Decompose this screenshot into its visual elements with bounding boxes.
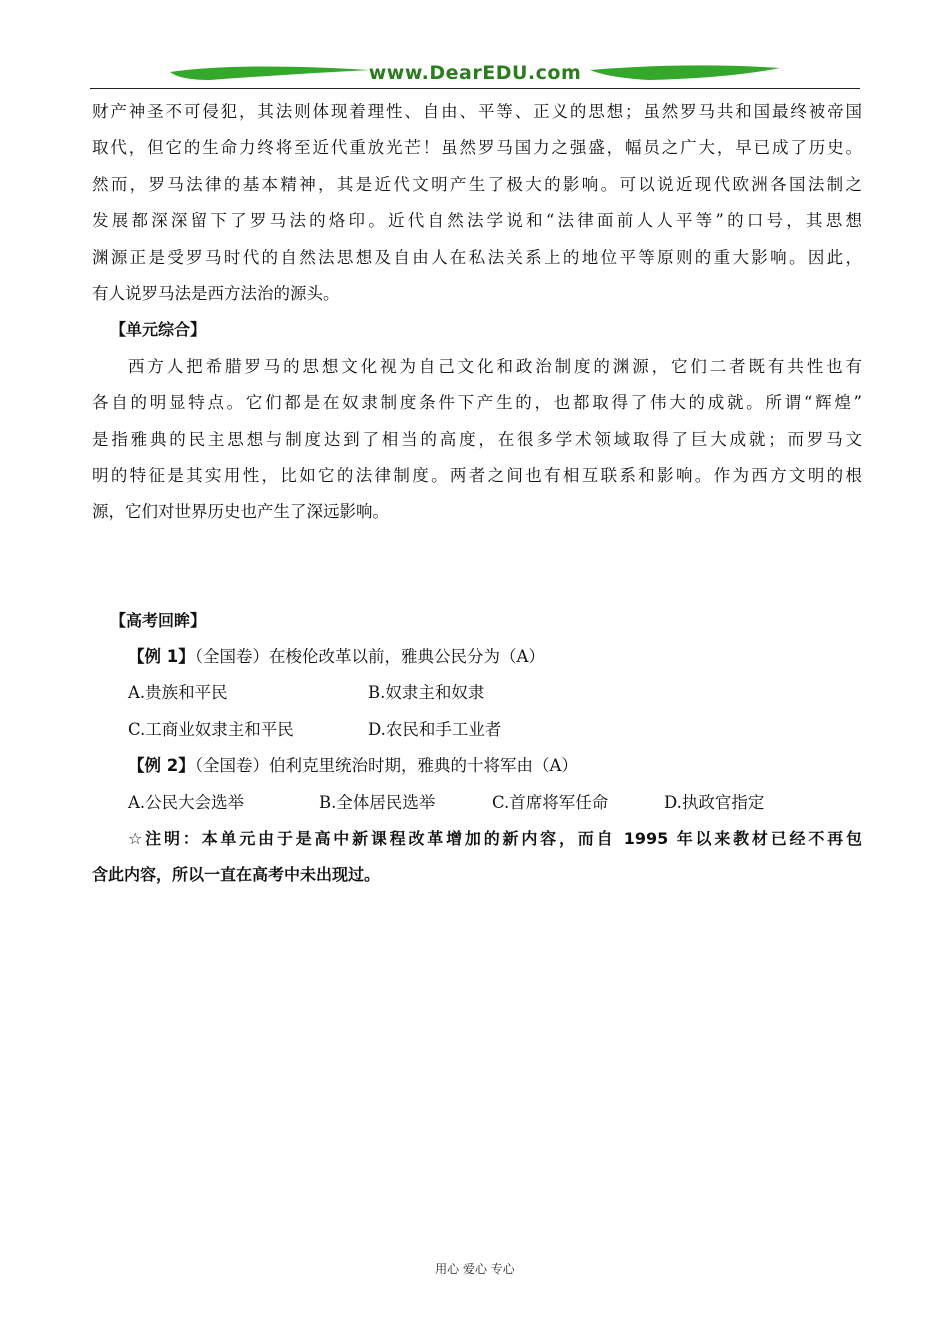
note-line: 含此内容，所以一直在高考中未出现过。 [92,865,381,885]
text-line: 是指雅典的民主思想与制度达到了相当的高度，在很多学术领域取得了巨大成就；而罗马文 [92,429,862,449]
example-1-tag: 【例 1】 [128,647,195,667]
unit-summary-paragraph [92,349,862,531]
blank-space [92,531,862,603]
option-a: A.贵族和平民 [128,683,228,703]
option-c: C.工商业奴隶主和平民 [128,719,294,739]
text-line: 各自的明显特点。它们都是在奴隶制度条件下产生的，也都取得了伟大的成就。所谓“辉煌” [92,393,862,413]
example-2-text: （全国卷）伯利克里统治时期，雅典的十将军由（A） [194,756,578,776]
site-header [90,58,860,92]
text-line: 发展都深深留下了罗马法的烙印。近代自然法学说和“法律面前人人平等”的口号，其思想 [92,211,862,231]
text-line: 源，它们对世界历史也产生了深远影响。 [92,502,389,522]
header-divider [90,88,860,89]
option-b: B.全体居民选举 [319,792,436,812]
document-body [92,94,862,894]
example-2-options-row [92,785,862,821]
option-b: B.奴隶主和奴隶 [368,683,485,703]
text-line: 有人说罗马法是西方法治的源头。 [92,283,340,303]
text-line: 明的特征是其实用性，比如它的法律制度。两者之间也有相互联系和影响。作为西方文明的根 [92,465,862,485]
exam-note [92,821,862,894]
unit-summary-heading: 【单元综合】 [110,320,207,340]
exam-review-heading: 【高考回眸】 [110,610,207,630]
site-logo-text[interactable]: www.DearEDU.com [368,62,582,84]
text-line: 财产神圣不可侵犯，其法则体现着理性、自由、平等、正义的思想；虽然罗马共和国最终被帝国 [92,102,862,121]
text-line: 然而，罗马法律的基本精神，其是近代文明产生了极大的影响。可以说近现代欧洲各国法制之 [92,174,862,194]
option-d: D.农民和手工业者 [368,719,502,739]
option-a: A.公民大会选举 [128,792,245,812]
text-line: 取代，但它的生命力终将至近代重放光芒！虽然罗马国力之强盛，幅员之广大，早已成了历史。 [92,138,862,158]
option-c: C.首席将军任命 [492,792,609,812]
option-d: D.执政官指定 [664,792,765,812]
example-1-question [92,639,862,675]
note-line: ☆注明：本单元由于是高中新课程改革增加的新内容，而自 1995 年以来教材已经不再包 [128,829,862,849]
example-1-options-row-2 [92,712,862,748]
example-2-question [92,748,862,784]
text-line: 西方人把希腊罗马的思想文化视为自己文化和政治制度的渊源，它们二者既有共性也有 [128,356,862,376]
intro-paragraph [92,94,862,312]
example-1-text: （全国卷）在梭伦改革以前，雅典公民分为（A） [194,647,545,667]
page-footer: 用心 爱心 专心 [435,1262,515,1276]
example-2-tag: 【例 2】 [128,756,195,776]
text-line: 渊源正是受罗马时代的自然法思想及自由人在私法关系上的地位平等原则的重大影响。因此， [92,247,862,267]
example-1-options-row-1 [92,675,862,711]
